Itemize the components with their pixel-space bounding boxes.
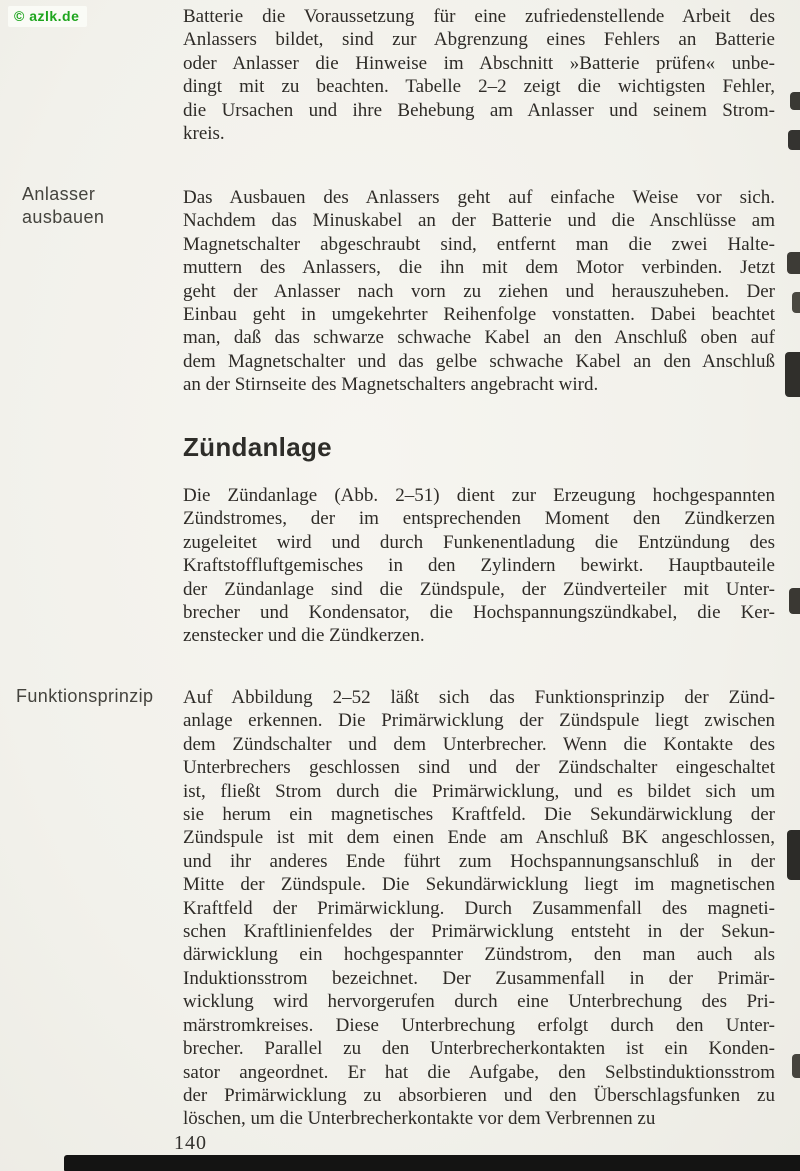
text-line: ist, fließt Strom durch die Primärwicklung, und es bildet sich um: [183, 780, 775, 802]
page-number: 140: [174, 1132, 207, 1154]
text-line: Einbau geht in umgekehrter Reihenfolge vonstatten. Dabei beachtet: [183, 304, 775, 326]
text-line: kreis.: [183, 123, 225, 145]
text-line: Mitte der Zündspule. Die Sekundärwicklung liegt im magnetischen: [183, 874, 775, 896]
margin-note-anlasser-ausbauen: [22, 183, 104, 229]
text-line: dingt mit zu beachten. Tabelle 2–2 zeigt die wichtigsten Fehler,: [183, 76, 775, 98]
text-line: Batterie die Voraussetzung für eine zufriedenstellende Arbeit des: [183, 6, 775, 27]
text-line: an der Stirnseite des Magnetschalters angebracht wird.: [183, 374, 599, 396]
text-line: Magnetschalter abgeschraubt sind, entfernt man die zwei Halte-: [183, 233, 775, 255]
text-line: anlage erkennen. Die Primärwicklung der Zündspule liegt zwischen: [183, 710, 775, 732]
text-line: löschen, um die Unterbrecherkontakte vor dem Verbrennen zu: [183, 1108, 656, 1130]
text-line: Funktionsprinzip: [16, 686, 154, 706]
text-line: zugeleitet wird und durch Funkenentladung die Entzündung des: [183, 531, 775, 553]
text-line: Zündspule ist mit dem einen Ende am Anschluß BK angeschlossen,: [183, 827, 775, 849]
text-line: Auf Abbildung 2–52 läßt sich das Funktionsprinzip der Zünd-: [183, 687, 775, 708]
scan-artifact: [787, 252, 800, 274]
text-line: die Ursachen und ihre Behebung am Anlasser und seinem Strom-: [183, 99, 775, 121]
watermark-text: © azlk.de: [14, 8, 80, 24]
text-line: märstromkreises. Diese Unterbrechung erfolgt durch den Unter-: [183, 1014, 775, 1036]
text-line: dem Magnetschalter und das gelbe schwache Kabel an den Anschluß: [183, 350, 775, 372]
text-line: muttern des Anlassers, die ihn mit dem Motor verbinden. Jetzt: [183, 257, 775, 279]
section-heading-zuendanlage: Zündanlage: [183, 432, 332, 462]
margin-note-funktionsprinzip: [16, 685, 153, 708]
text-line: zenstecker und die Zündkerzen.: [183, 625, 425, 647]
text-line: Die Zündanlage (Abb. 2–51) dient zur Erzeugung hochgespannten: [183, 485, 775, 506]
text-line: Induktionsstrom bezeichnet. Der Zusammenfall in der Primär-: [183, 967, 775, 989]
paragraph-funktionsprinzip: [183, 686, 775, 1131]
paragraph-anlasser-ausbauen: [183, 186, 775, 397]
scan-artifact: [785, 352, 800, 397]
text-line: geht der Anlasser nach vorn zu ziehen und herauszuheben. Der: [183, 280, 775, 302]
text-line: sie herum ein magnetisches Kraftfeld. Die Sekundärwicklung der: [183, 804, 775, 826]
scan-artifact: [787, 830, 800, 880]
scan-artifact: [789, 588, 800, 614]
paragraph-batterie-anlasser: [183, 5, 775, 145]
text-line: wicklung wird hervorgerufen durch eine Unterbrechung des Pri-: [183, 991, 775, 1013]
text-line: Anlassers bildet, sind zur Abgrenzung eines Fehlers an Batterie: [183, 29, 775, 51]
text-line: Kraftfeld der Primärwicklung. Durch Zusammenfall des magneti-: [183, 897, 775, 919]
text-line: man, daß das schwarze schwache Kabel an den Anschluß oben auf: [183, 327, 775, 349]
watermark-badge: [8, 6, 87, 27]
text-line: brecher und Kondensator, die Hochspannungszündkabel, die Ker-: [183, 602, 775, 624]
text-line: dem Zündschalter und dem Unterbrecher. Wenn die Kontakte des: [183, 733, 775, 755]
text-line: Anlasser: [22, 184, 96, 204]
text-line: sator angeordnet. Er hat die Aufgabe, den Selbstinduktionsstrom: [183, 1061, 775, 1083]
text-line: ausbauen: [22, 207, 105, 227]
text-line: Kraftstoffluftgemisches in den Zylindern bewirkt. Hauptbauteile: [183, 555, 775, 577]
text-line: oder Anlasser die Hinweise im Abschnitt »Batterie prüfen« unbe-: [183, 52, 775, 74]
text-line: Unterbrechers geschlossen sind und der Zündschalter eingeschaltet: [183, 757, 775, 779]
text-line: der Zündanlage sind die Zündspule, der Zündverteiler mit Unter-: [183, 578, 775, 600]
text-line: Das Ausbauen des Anlassers geht auf einfache Weise vor sich.: [183, 187, 775, 208]
text-line: Zündstromes, der im entsprechenden Moment den Zündkerzen: [183, 508, 775, 530]
text-line: Nachdem das Minuskabel an der Batterie und die Anschlüsse am: [183, 210, 775, 232]
text-line: und ihr anderes Ende führt zum Hochspannungsanschluß in der: [183, 850, 775, 872]
text-line: brecher. Parallel zu den Unterbrecherkontakten ist ein Konden-: [183, 1038, 775, 1060]
text-line: der Primärwicklung zu absorbieren und den Überschlagsfunken zu: [183, 1084, 775, 1106]
scan-edge-bar: [64, 1155, 800, 1171]
scan-artifact: [792, 1054, 800, 1078]
scan-artifact: [788, 130, 800, 150]
paragraph-zuendanlage-intro: [183, 484, 775, 648]
text-line: schen Kraftlinienfeldes der Primärwicklung entsteht in der Sekun-: [183, 921, 775, 943]
scan-artifact: [792, 292, 800, 313]
text-line: därwicklung ein hochgespannter Zündstrom, den man auch als: [183, 944, 775, 966]
scan-artifact: [790, 92, 800, 110]
